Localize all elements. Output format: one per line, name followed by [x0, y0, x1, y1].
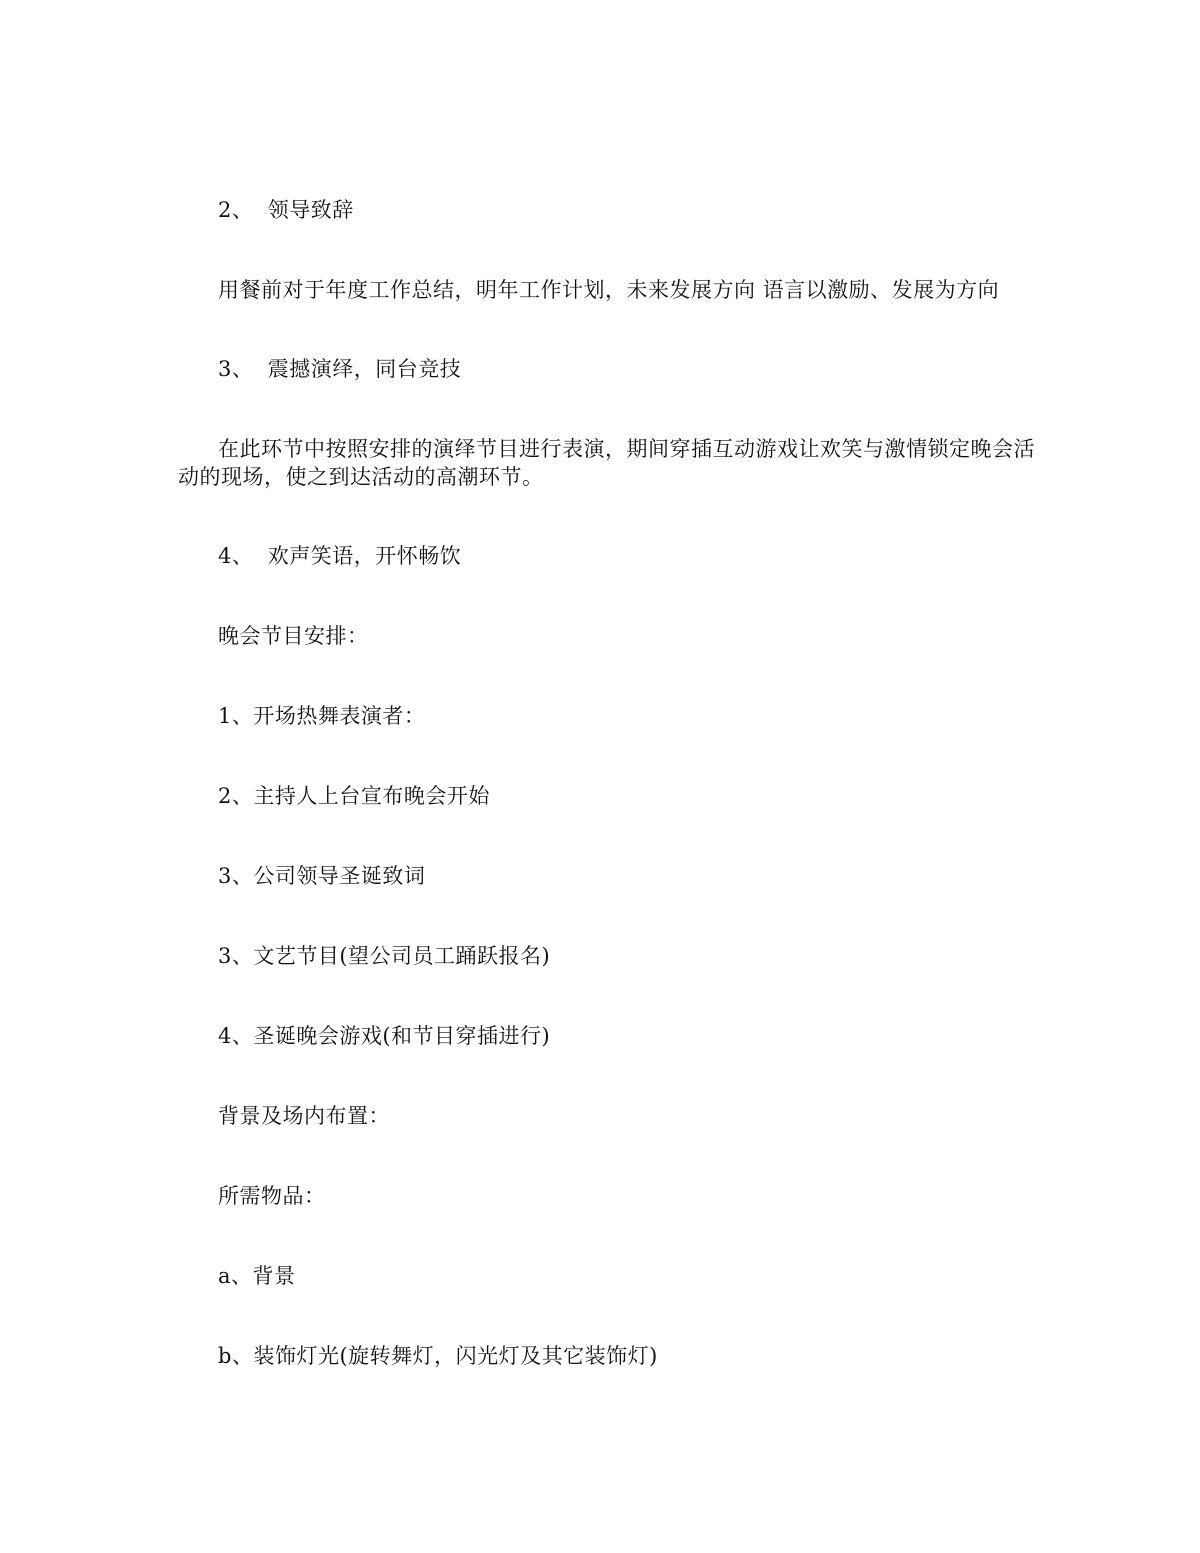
- list-item-host-opening: 2、主持人上台宣布晚会开始: [218, 784, 490, 808]
- list-item-art-program: 3、文艺节目(望公司员工踊跃报名): [218, 944, 551, 968]
- paragraph-speech-content: 用餐前对于年度工作总结，明年工作计划，未来发展方向 语言以激励、发展为方向: [218, 278, 1000, 302]
- list-item-background: a、背景: [218, 1264, 296, 1288]
- list-item-opening-dance: 1、开场热舞表演者：: [218, 704, 426, 728]
- list-item-party-games: 4、圣诞晚会游戏(和节目穿插进行): [218, 1024, 551, 1048]
- heading-venue-decoration: 背景及场内布置：: [218, 1104, 390, 1128]
- list-item-leader-speech: 3、公司领导圣诞致词: [218, 864, 426, 888]
- list-item-decorative-lights: b、装饰灯光(旋转舞灯，闪光灯及其它装饰灯): [218, 1344, 658, 1368]
- section-heading-performance: 3、 震撼演绎，同台竞技: [218, 357, 462, 381]
- paragraph-performance-content: 在此环节中按照安排的演绎节目进行表演，期间穿插互动游戏让欢笑与激情锁定晚会活动的现场，使之到达活动的高潮环节。: [178, 437, 1035, 489]
- section-heading-drinking: 4、 欢声笑语，开怀畅饮: [218, 544, 462, 568]
- heading-required-items: 所需物品：: [218, 1184, 326, 1208]
- section-heading-leader-speech: 2、 领导致辞: [218, 198, 354, 222]
- heading-program-schedule: 晚会节目安排：: [218, 624, 369, 648]
